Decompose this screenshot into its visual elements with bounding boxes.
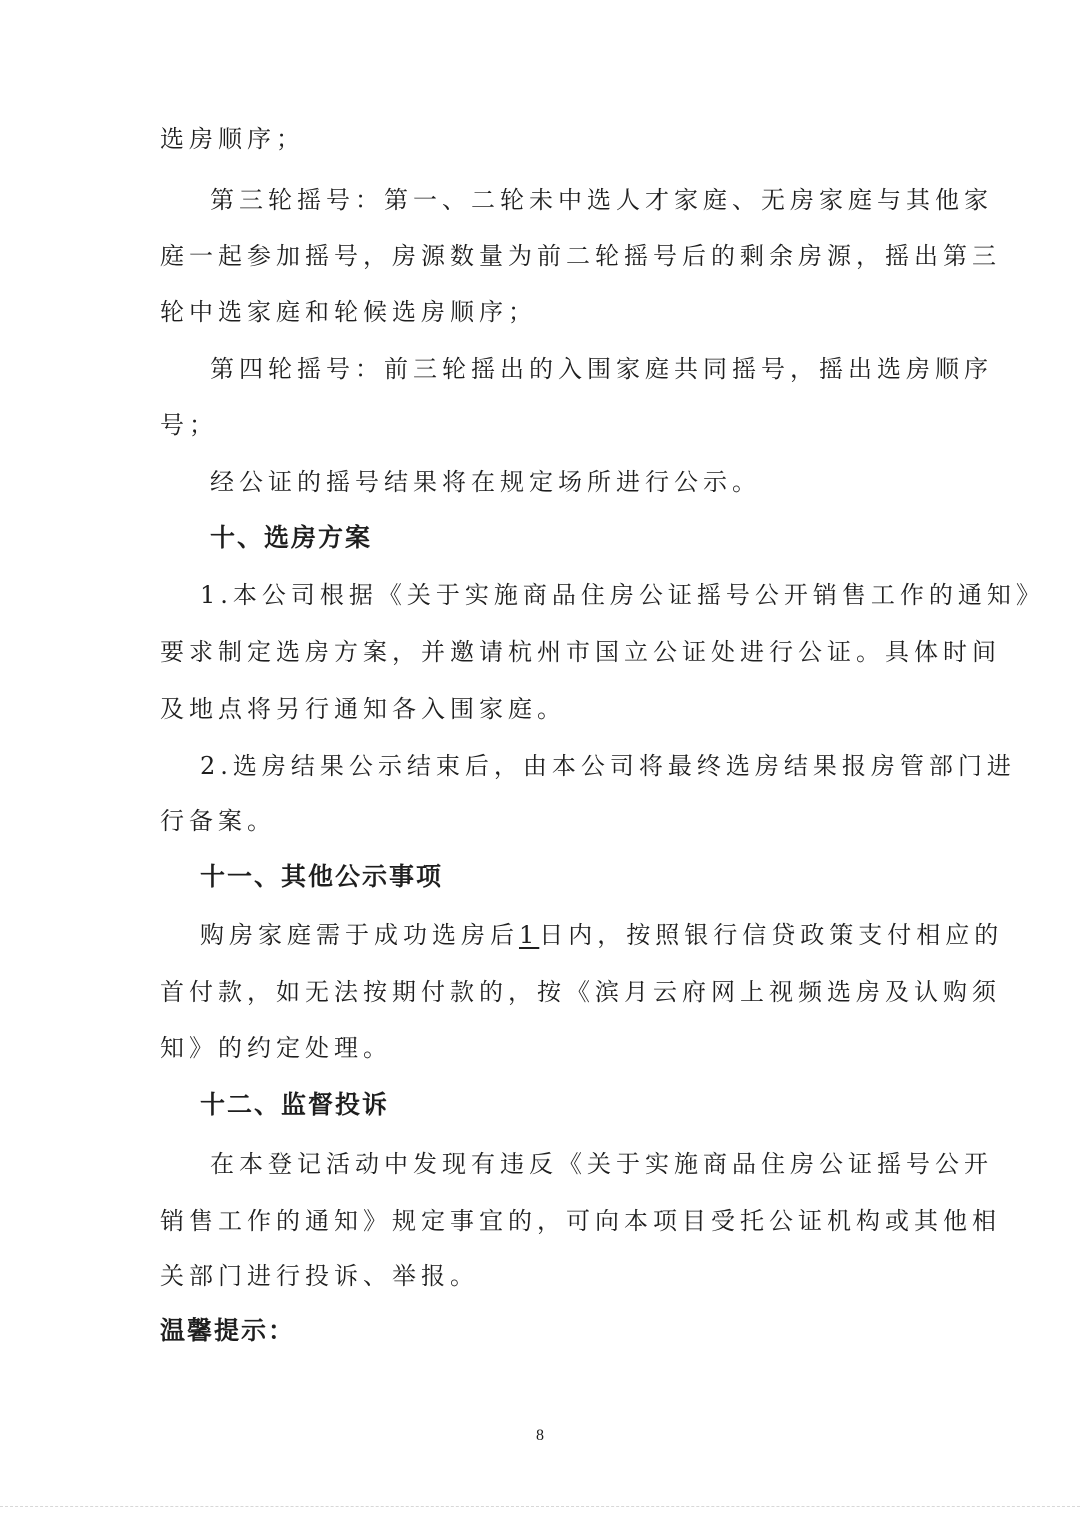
- paragraph-line: 及地点将另行通知各入围家庭。: [160, 695, 566, 723]
- text-span: 日内，按照银行信贷政策支付相应的: [539, 921, 1004, 949]
- section-heading-11: 十一、其他公示事项: [200, 862, 444, 891]
- paragraph-line: 要求制定选房方案，并邀请杭州市国立公证处进行公证。具体时间: [160, 638, 1001, 666]
- paragraph-line: 轮中选家庭和轮候选房顺序；: [160, 298, 537, 326]
- paragraph-line: 关部门进行投诉、举报。: [160, 1262, 479, 1290]
- paragraph-line: 第四轮摇号：前三轮摇出的入围家庭共同摇号，摇出选房顺序: [210, 355, 993, 383]
- paragraph-line: 在本登记活动中发现有违反《关于实施商品住房公证摇号公开: [210, 1150, 993, 1178]
- warm-tip-heading: 温馨提示：: [160, 1316, 296, 1345]
- section-heading-10: 十、选房方案: [210, 523, 373, 552]
- paragraph-line: 首付款，如无法按期付款的，按《滨月云府网上视频选房及认购须: [160, 978, 1001, 1006]
- paragraph-line: 2.选房结果公示结束后，由本公司将最终选房结果报房管部门进: [200, 752, 1016, 780]
- paragraph-line: 销售工作的通知》规定事宜的，可向本项目受托公证机构或其他相: [160, 1207, 1001, 1235]
- paragraph-line: 知》的约定处理。: [160, 1034, 392, 1062]
- section-heading-12: 十二、监督投诉: [200, 1090, 390, 1119]
- paragraph-line: 行备案。: [160, 807, 276, 835]
- page-number: 8: [536, 1427, 544, 1444]
- text-span: 购房家庭需于成功选房后: [200, 921, 519, 949]
- bottom-divider: [0, 1506, 1080, 1507]
- paragraph-line: [200, 919, 1004, 951]
- paragraph-line: 庭一起参加摇号，房源数量为前二轮摇号后的剩余房源，摇出第三: [160, 242, 1001, 270]
- paragraph-line: 第三轮摇号：第一、二轮未中选人才家庭、无房家庭与其他家: [210, 186, 993, 214]
- days-number: 1: [519, 921, 540, 949]
- paragraph-line: 选房顺序；: [160, 125, 305, 153]
- paragraph-line: 经公证的摇号结果将在规定场所进行公示。: [210, 468, 761, 496]
- paragraph-line: 1.本公司根据《关于实施商品住房公证摇号公开销售工作的通知》: [200, 581, 1045, 609]
- paragraph-line: 号；: [160, 411, 218, 439]
